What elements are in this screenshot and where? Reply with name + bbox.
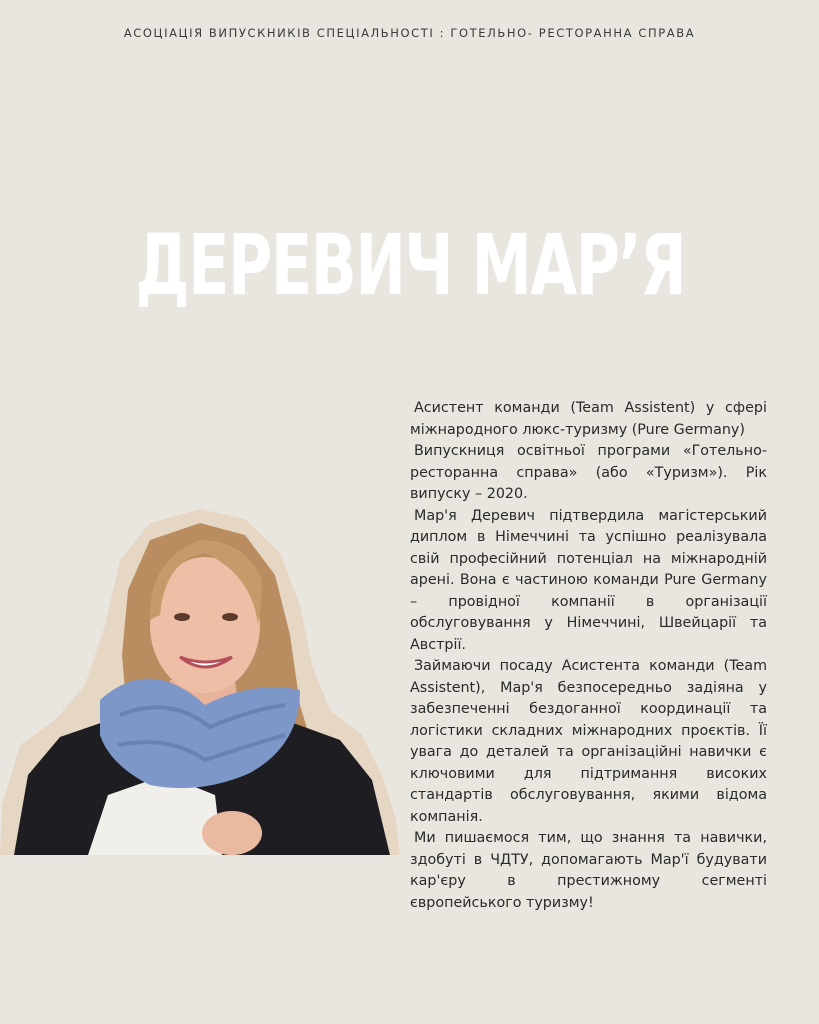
- person-name-title: ДЕРЕВИЧ МАР’Я: [135, 216, 686, 314]
- portrait-photo: [0, 505, 400, 855]
- bio-paragraph-career: Мар'я Деревич підтвердила магістерський диплом в Німеччині та успішно реалізувала свій професійний потенціал на міжнародній арені. Вона є частиною команди Pure Germany – провідної компанії в організації обслуговування у Німеччині, Швейцарії та Австрії.: [410, 507, 767, 653]
- bio-paragraph-graduation: Випускниця освітньої програми «Готельно-ресторанна справа» (або «Туризм»). Рік випуску – 2020.: [410, 443, 767, 502]
- bio-paragraph-pride: Ми пишаємося тим, що знання та навички, здобуті в ЧДТУ, допомагають Мар'ї будувати кар'єру в престижному сегменті європейського туризму!: [410, 830, 767, 911]
- biography-text: [410, 398, 767, 914]
- bio-paragraph-role: Займаючи посаду Асистента команди (Team Assistent), Мар'я безпосередньо задіяна у забезпеченні бездоганної координації та логістики складних міжнародних проєктів. Її увага до деталей та організаційні навички є ключовими для підтримання високих стандартів обслуговування, якими відома компанія.: [410, 658, 767, 825]
- association-header: АСОЦІАЦІЯ ВИПУСКНИКІВ СПЕЦІАЛЬНОСТІ : ГОТЕЛЬНО- РЕСТОРАННА СПРАВА: [123, 26, 696, 40]
- bio-paragraph-position: Асистент команди (Team Assistent) у сфері міжнародного люкс-туризму (Pure Germany): [410, 400, 767, 438]
